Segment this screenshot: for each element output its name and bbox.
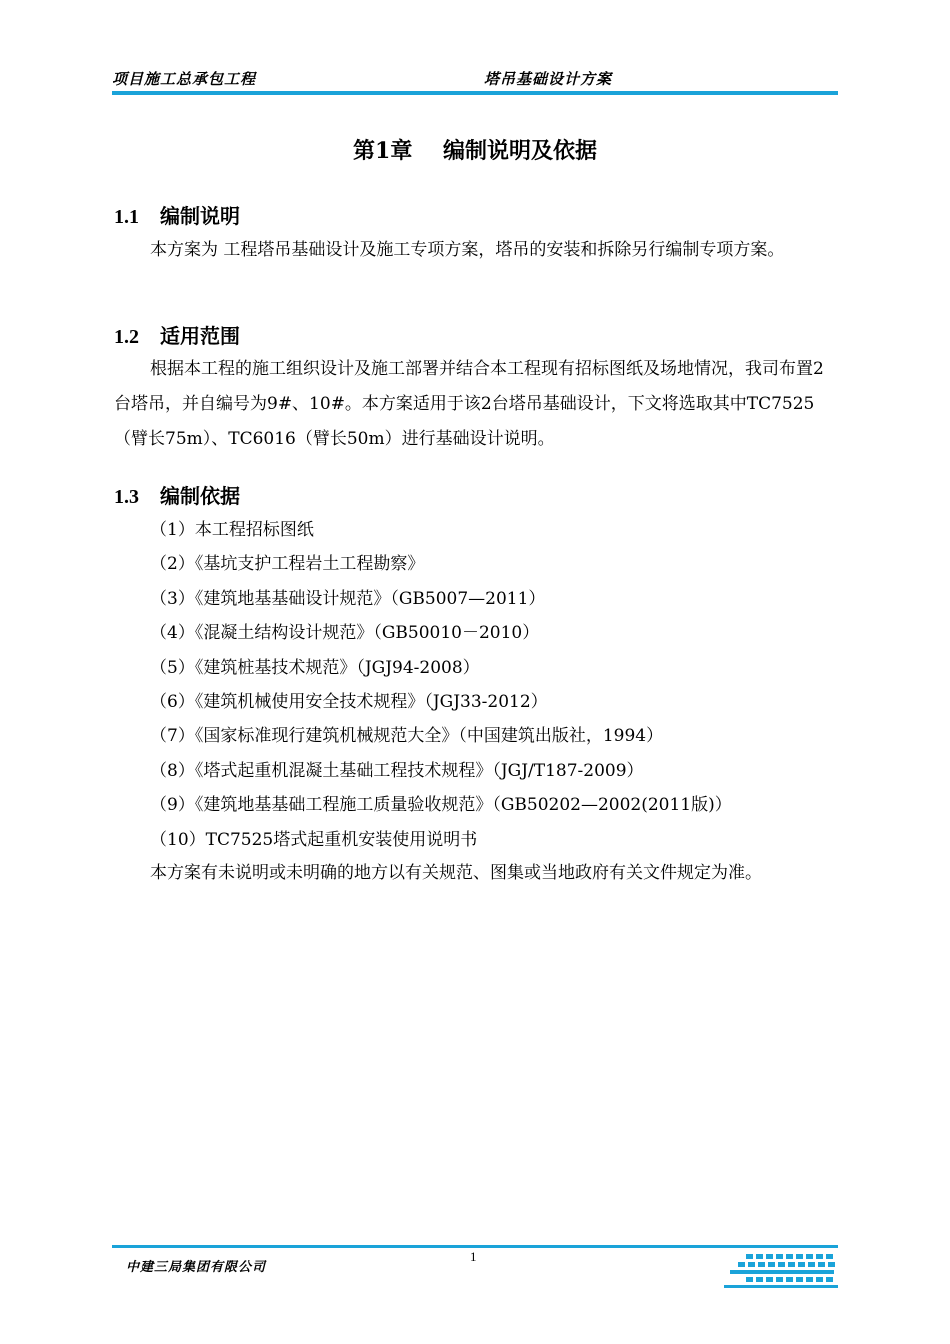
section-body-1-1: 本方案为 工程塔吊基础设计及施工专项方案，塔吊的安装和拆除另行编制专项方案。 — [150, 240, 785, 260]
list-item: （6）《建筑机械使用安全技术规程》（JGJ33-2012） — [150, 691, 548, 712]
list-item: （8）《塔式起重机混凝土基础工程技术规程》（JGJ/T187-2009） — [150, 760, 644, 781]
list-item: （5）《建筑桩基技术规范》（JGJ94-2008） — [150, 657, 480, 678]
header-document-title: 塔吊基础设计方案 — [484, 70, 613, 88]
reference-list — [150, 513, 840, 857]
cscec-logo-icon — [724, 1251, 838, 1291]
list-item: （7）《国家标准现行建筑机械规范大全》（中国建筑出版社，1994） — [150, 726, 664, 747]
header-project-name: 项目施工总承包工程 — [112, 70, 257, 88]
list-item: （1）本工程招标图纸 — [150, 520, 314, 540]
section-body-1-2: 根据本工程的施工组织设计及施工部署并结合本工程现有招标图纸及场地情况，我司布置2台塔吊，并自编号为9#、10#。本方案适用于该2台塔吊基础设计，下文将选取其中TC7525（臂长75m）、TC6016（臂长50m）进行基础设计说明。 — [114, 359, 824, 449]
section-number: 1.3 — [114, 486, 139, 508]
section-title: 适用范围 — [160, 324, 240, 348]
list-item: （10）TC7525塔式起重机安装使用说明书 — [150, 829, 478, 850]
header-rule — [112, 91, 838, 95]
section-heading-1-3 — [114, 480, 240, 509]
section-number: 1.1 — [114, 206, 139, 228]
list-item: （3）《建筑地基基础设计规范》（GB5007—2011） — [150, 588, 546, 609]
closing-statement: 本方案有未说明或未明确的地方以有关规范、图集或当地政府有关文件规定为准。 — [150, 863, 762, 883]
list-item: （4）《混凝土结构设计规范》（GB50010－2010） — [150, 623, 540, 644]
section-title: 编制依据 — [160, 484, 240, 508]
footer-rule — [112, 1245, 838, 1248]
section-heading-1-1 — [114, 200, 240, 229]
section-number: 1.2 — [114, 326, 139, 348]
list-item: （2）《基坑支护工程岩土工程勘察》 — [150, 554, 425, 575]
page-number: 1 — [470, 1249, 477, 1264]
section-heading-1-2 — [114, 320, 240, 349]
section-title: 编制说明 — [160, 204, 240, 228]
chapter-title: 第1章 编制说明及依据 — [353, 138, 597, 164]
list-item: （9）《建筑地基基础工程施工质量验收规范》（GB50202—2002(2011版)） — [150, 795, 732, 816]
footer-company-name: 中建三局集团有限公司 — [126, 1260, 267, 1275]
